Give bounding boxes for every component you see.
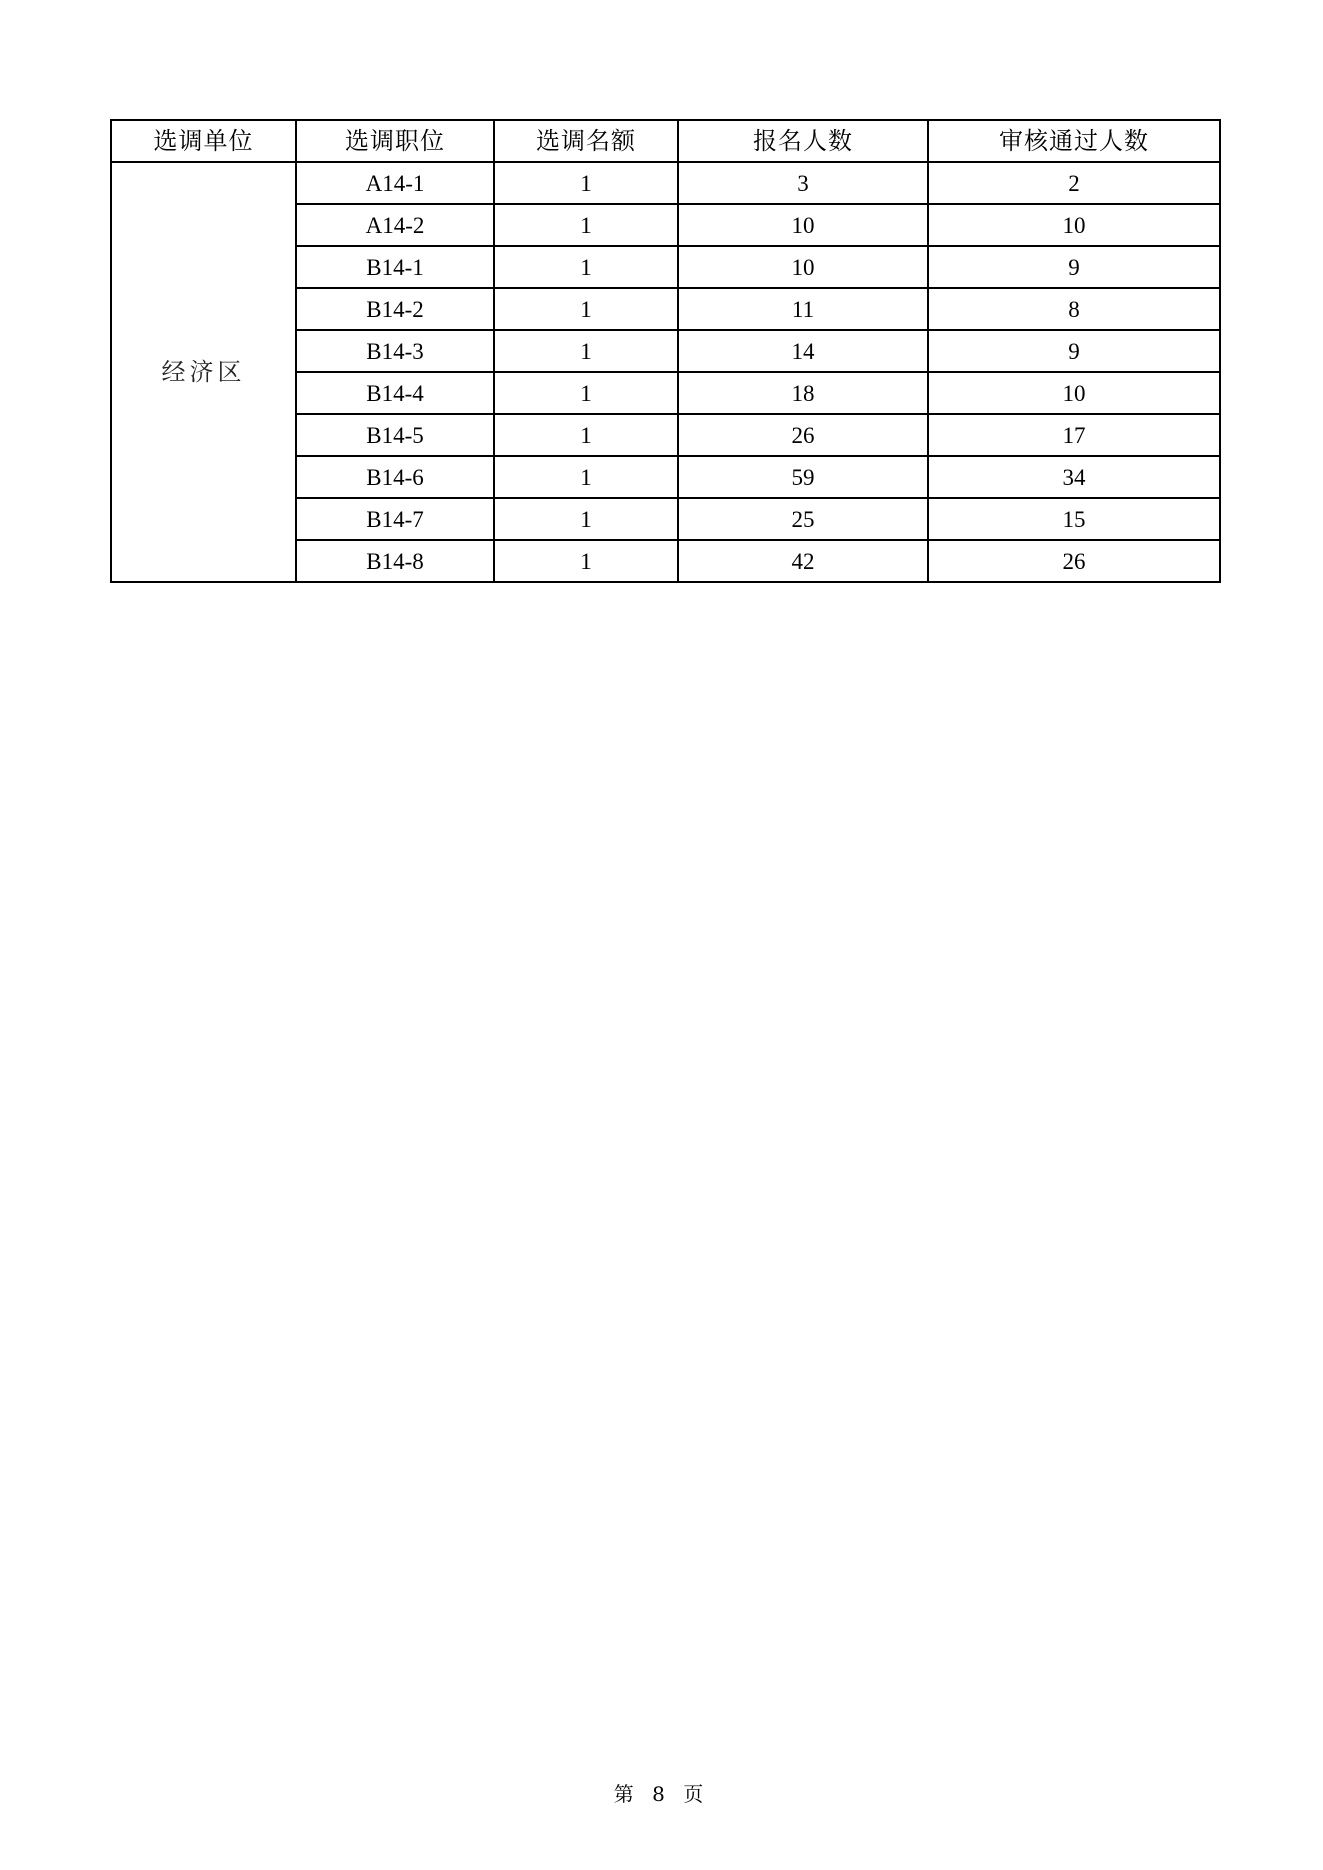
quota-cell: 1 xyxy=(494,414,678,456)
quota-cell: 1 xyxy=(494,540,678,582)
approved-cell: 26 xyxy=(928,540,1220,582)
position-cell: B14-5 xyxy=(296,414,494,456)
applicants-cell: 10 xyxy=(678,204,928,246)
approved-cell: 15 xyxy=(928,498,1220,540)
applicants-cell: 11 xyxy=(678,288,928,330)
quota-cell: 1 xyxy=(494,498,678,540)
approved-cell: 9 xyxy=(928,330,1220,372)
header-quota: 选调名额 xyxy=(494,120,678,162)
applicants-cell: 42 xyxy=(678,540,928,582)
position-cell: B14-1 xyxy=(296,246,494,288)
selection-table xyxy=(110,119,1221,583)
approved-cell: 8 xyxy=(928,288,1220,330)
approved-cell: 10 xyxy=(928,204,1220,246)
table-row xyxy=(111,162,1220,204)
quota-cell: 1 xyxy=(494,288,678,330)
quota-cell: 1 xyxy=(494,330,678,372)
approved-cell: 17 xyxy=(928,414,1220,456)
page-number: 第 8 页 xyxy=(613,1782,710,1806)
approved-cell: 9 xyxy=(928,246,1220,288)
applicants-cell: 25 xyxy=(678,498,928,540)
quota-cell: 1 xyxy=(494,162,678,204)
header-position: 选调职位 xyxy=(296,120,494,162)
position-cell: A14-1 xyxy=(296,162,494,204)
applicants-cell: 18 xyxy=(678,372,928,414)
position-cell: B14-4 xyxy=(296,372,494,414)
applicants-cell: 10 xyxy=(678,246,928,288)
applicants-cell: 3 xyxy=(678,162,928,204)
approved-cell: 10 xyxy=(928,372,1220,414)
applicants-cell: 14 xyxy=(678,330,928,372)
position-cell: B14-6 xyxy=(296,456,494,498)
position-cell: A14-2 xyxy=(296,204,494,246)
table-header-row xyxy=(111,120,1220,162)
approved-cell: 34 xyxy=(928,456,1220,498)
quota-cell: 1 xyxy=(494,246,678,288)
applicants-cell: 59 xyxy=(678,456,928,498)
position-cell: B14-7 xyxy=(296,498,494,540)
quota-cell: 1 xyxy=(494,204,678,246)
header-unit: 选调单位 xyxy=(111,120,296,162)
position-cell: B14-2 xyxy=(296,288,494,330)
applicants-cell: 26 xyxy=(678,414,928,456)
position-cell: B14-8 xyxy=(296,540,494,582)
header-approved: 审核通过人数 xyxy=(928,120,1220,162)
quota-cell: 1 xyxy=(494,372,678,414)
unit-cell: 经济区 xyxy=(111,162,296,582)
header-applicants: 报名人数 xyxy=(678,120,928,162)
quota-cell: 1 xyxy=(494,456,678,498)
position-cell: B14-3 xyxy=(296,330,494,372)
approved-cell: 2 xyxy=(928,162,1220,204)
